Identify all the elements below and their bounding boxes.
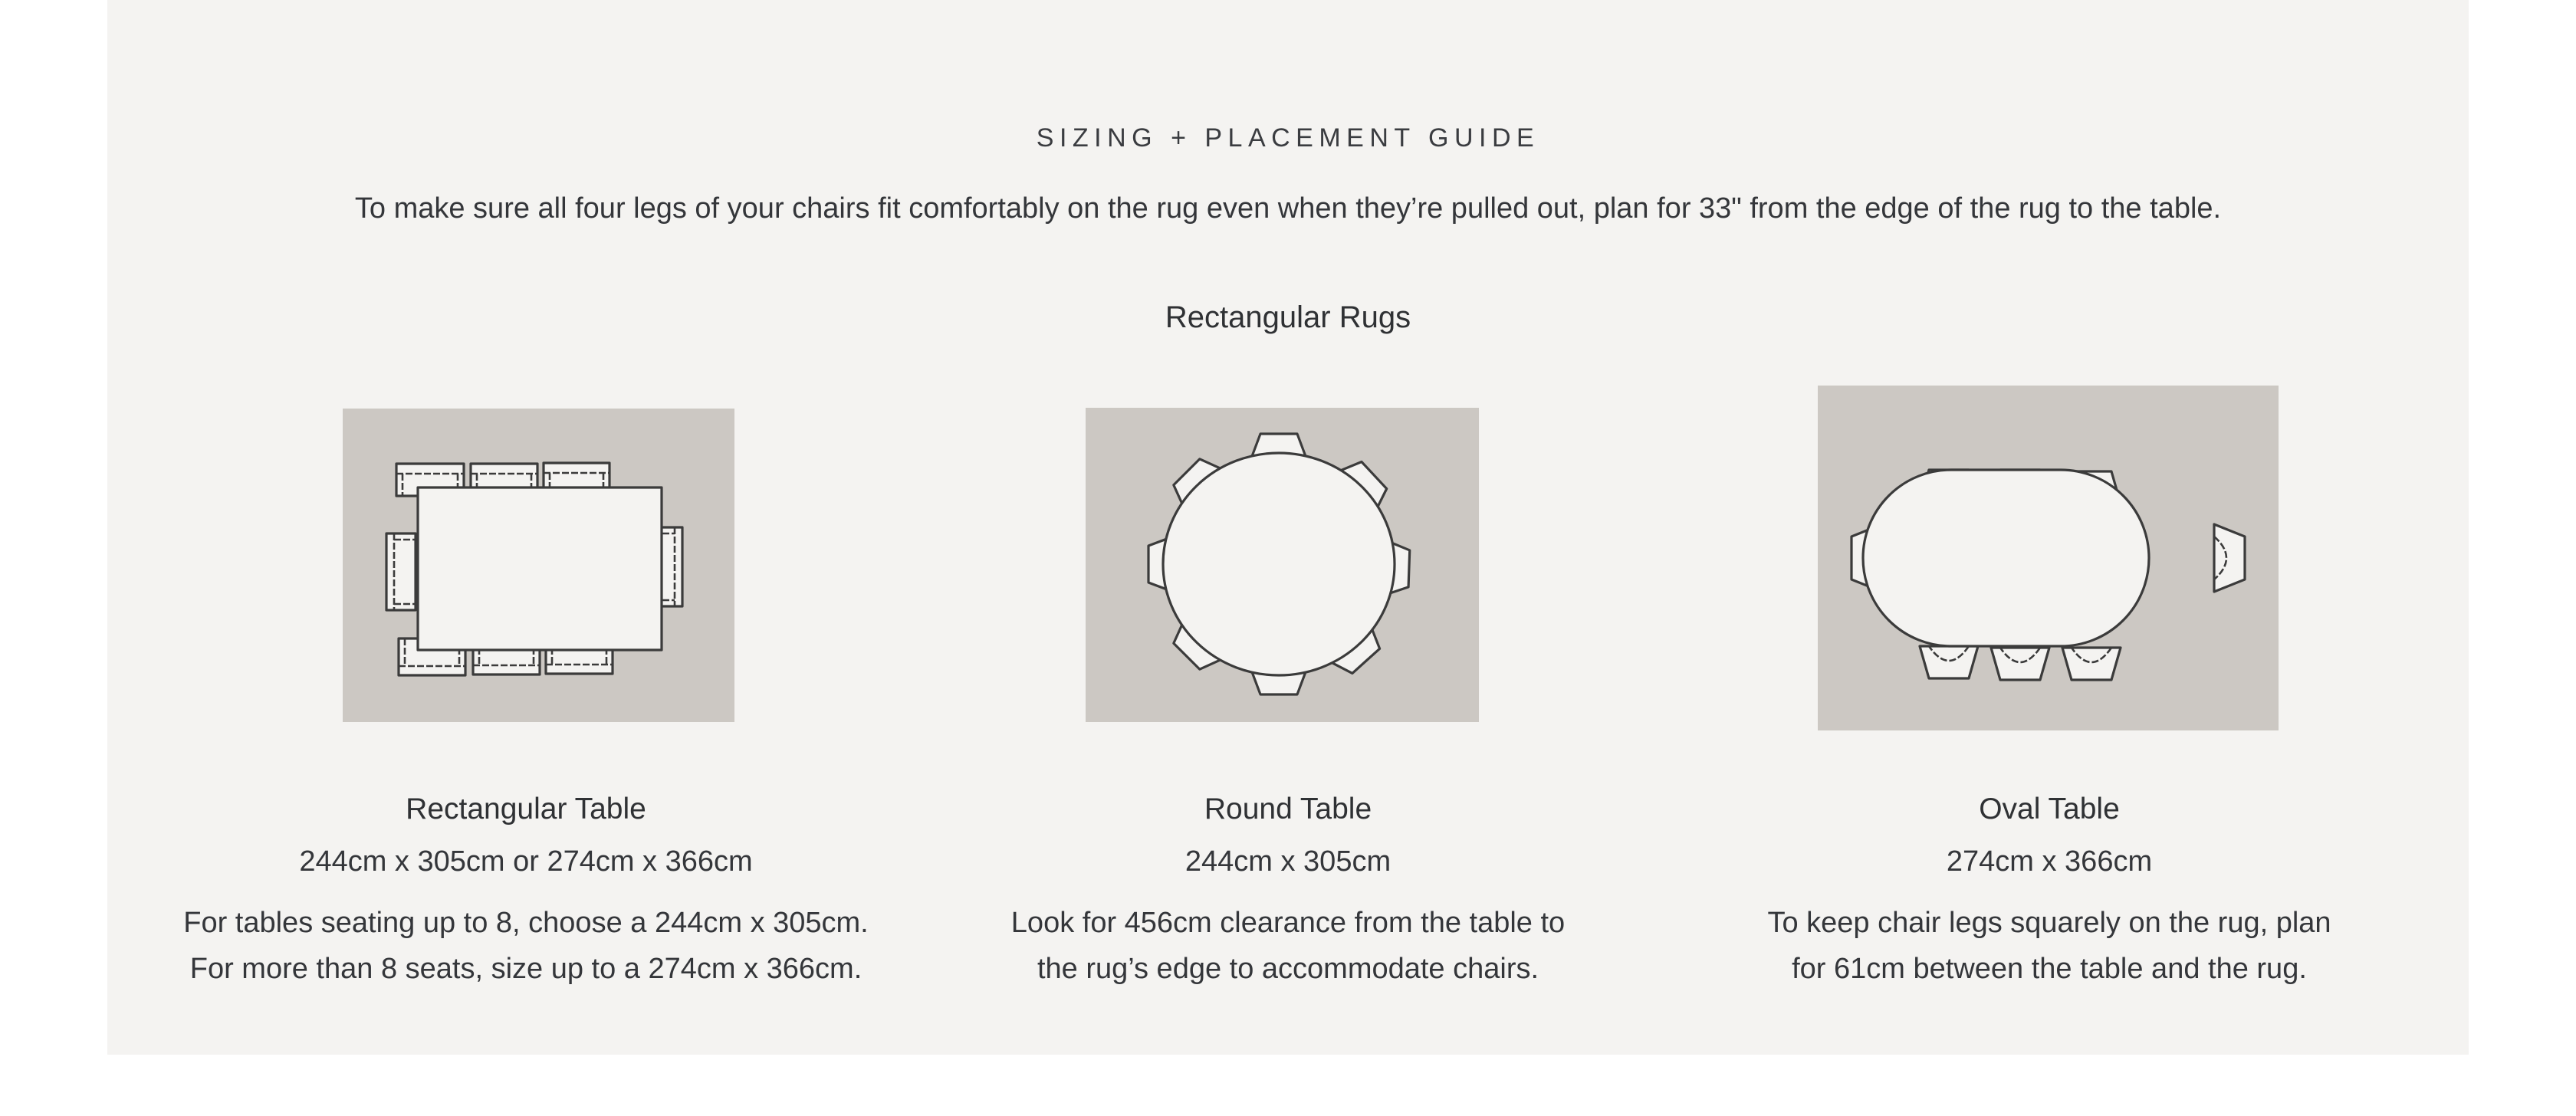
chair-icon xyxy=(1991,648,2049,680)
section-title: Rectangular Rugs xyxy=(1165,300,1411,334)
chair-icon xyxy=(2214,524,2245,592)
table-top xyxy=(1163,453,1395,675)
oval-table-info xyxy=(1628,789,2471,992)
table-description xyxy=(1628,900,2471,992)
guide-intro: To make sure all four legs of your chairs fit comfortably on the rug even when they’re pulled out, plan for 33" from the edge of the rug to the table. xyxy=(354,192,2222,225)
chair-icon xyxy=(1920,646,1978,678)
oval-table-diagram xyxy=(1818,386,2279,730)
table-top xyxy=(418,487,662,650)
table-description xyxy=(866,900,1710,992)
table-title: Oval Table xyxy=(1979,793,2120,826)
round-table-diagram xyxy=(1086,408,1479,722)
round-table-icon xyxy=(1086,408,1479,722)
rectangular-table-diagram xyxy=(343,409,734,722)
round-table-info xyxy=(866,789,1710,992)
table-top xyxy=(1863,470,2149,646)
description-line: the rug’s edge to accommodate chairs. xyxy=(1037,953,1539,985)
chair-icon xyxy=(386,533,416,610)
description-line: for 61cm between the table and the rug. xyxy=(1792,953,2307,985)
oval-table-icon xyxy=(1818,386,2279,730)
description-line: For more than 8 seats, size up to a 274cm x 366cm. xyxy=(189,953,863,985)
description-line: To keep chair legs squarely on the rug, plan xyxy=(1767,907,2331,939)
table-size: 244cm x 305cm or 274cm x 366cm xyxy=(299,845,753,878)
table-size: 244cm x 305cm xyxy=(1184,845,1392,878)
rectangular-table-info xyxy=(104,789,948,992)
chair-icon xyxy=(2062,648,2121,680)
table-title: Round Table xyxy=(1204,793,1372,826)
table-title: Rectangular Table xyxy=(406,793,646,826)
table-description xyxy=(104,900,948,992)
description-line: Look for 456cm clearance from the table to xyxy=(1010,907,1566,939)
guide-title: SIZING + PLACEMENT GUIDE xyxy=(1036,123,1540,153)
table-size: 274cm x 366cm xyxy=(1946,845,2153,878)
description-line: For tables seating up to 8, choose a 244cm x 305cm. xyxy=(183,907,869,939)
rectangular-table-icon xyxy=(343,409,734,722)
